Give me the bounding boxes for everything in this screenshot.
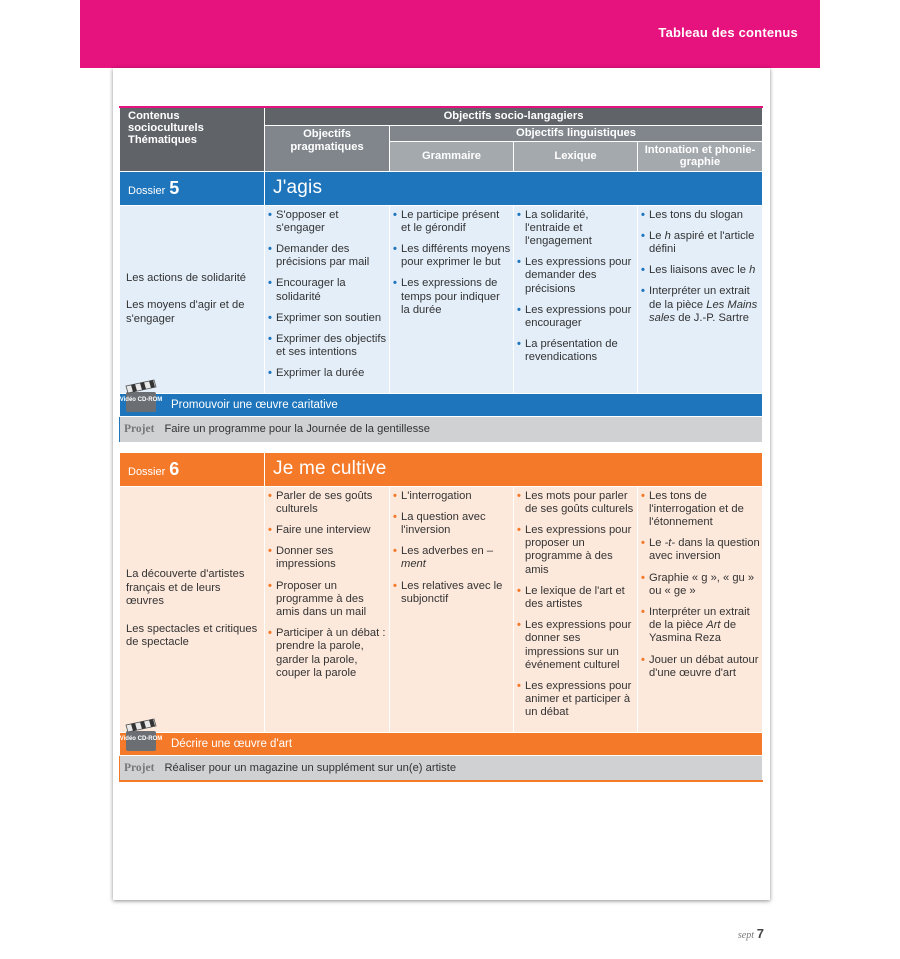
list-item: • Interpréter un extrait de la pièce Art de Yasmina Reza: [641, 606, 760, 646]
list-item: • Encourager la solidarité: [268, 277, 387, 303]
dossier-5-content: [120, 205, 763, 393]
dossier-label: Dossier: [128, 184, 166, 197]
list-item: • Exprimer son soutien: [268, 312, 387, 325]
list-item: • Le -t- dans la question avec inversion: [641, 537, 760, 563]
clapperboard-icon: [119, 378, 163, 414]
list-item: • Les différents moyens pour exprimer le but: [393, 243, 511, 269]
list-item: • Les expressions pour demander des précisions: [517, 256, 635, 296]
list-item: • S'opposer et s'engager: [268, 209, 387, 235]
video-label: Promouvoir une œuvre caritative: [171, 398, 338, 411]
list-item: • Les liaisons avec le h: [641, 264, 760, 277]
theme-item: Les actions de solidarité: [126, 271, 247, 284]
header-lexicon: Lexique: [514, 141, 638, 171]
list-item: • Les relatives avec le subjonctif: [393, 580, 511, 606]
list-item: • Les expressions pour donner ses impressions sur un événement culturel: [517, 619, 635, 672]
page-number-word: sept: [737, 930, 754, 941]
header-themes: Contenus socioculturels Thématiques: [120, 107, 265, 171]
list-item: • Le lexique de l'art et des artistes: [517, 585, 635, 611]
list-item: • Les tons de l'interrogation et de l'étonnement: [641, 490, 760, 530]
list-item: • Le participe présent et le gérondif: [393, 209, 511, 235]
list-item: • La question avec l'inversion: [393, 511, 511, 537]
grammar-cell: [390, 486, 514, 732]
list-item: • Proposer un programme à des amis dans un mail: [268, 580, 387, 620]
list-item: • Les expressions pour encourager: [517, 304, 635, 330]
video-icon-text: Vidéo CD-ROM: [119, 396, 163, 403]
page-header-title: Tableau des contenus: [658, 25, 798, 40]
dossier-number: 5: [169, 177, 180, 198]
intonation-cell: [638, 486, 763, 732]
list-item: • Le h aspiré et l'article défini: [641, 230, 760, 256]
video-row: [120, 732, 763, 755]
intonation-cell: [638, 205, 763, 393]
themes-cell: [120, 205, 265, 393]
projet-text: Faire un programme pour la Journée de la gentillesse: [164, 423, 430, 436]
list-item: • Les tons du slogan: [641, 209, 760, 222]
dossier-6-bar: [120, 452, 763, 486]
pragmatic-cell: [265, 486, 390, 732]
video-icon-text: Vidéo CD-ROM: [119, 735, 163, 742]
list-item: • Donner ses impressions: [268, 545, 387, 571]
projet-text: Réaliser pour un magazine un supplément sur un(e) artiste: [164, 761, 457, 774]
list-item: • La solidarité, l'entraide et l'engagement: [517, 209, 635, 249]
video-row: [120, 393, 763, 416]
list-item: • Graphie « g », « gu » ou « ge »: [641, 572, 760, 598]
pragmatic-cell: [265, 205, 390, 393]
list-item: • Les expressions pour proposer un programme à des amis: [517, 524, 635, 577]
theme-item: Les moyens d'agir et de s'engager: [126, 299, 245, 325]
list-item: • L'interrogation: [393, 490, 511, 503]
list-item: • Demander des précisions par mail: [268, 243, 387, 269]
header-band: [80, 0, 820, 68]
theme-item: La découverte d'artistes français et de leurs œuvres: [126, 568, 245, 608]
dossier-title: Je me cultive: [273, 458, 387, 480]
projet-word: Projet: [124, 423, 155, 436]
header-grammar: Grammaire: [390, 141, 514, 171]
grammar-cell: [390, 205, 514, 393]
list-item: • Participer à un débat : prendre la parole, garder la parole, couper la parole: [268, 627, 387, 680]
video-label: Décrire une œuvre d'art: [171, 737, 293, 750]
list-item: • Parler de ses goûts culturels: [268, 490, 387, 516]
header-pragmatic: Objectifs pragmatiques: [265, 125, 390, 171]
projet-word: Projet: [124, 761, 155, 774]
projet-row: [120, 416, 763, 442]
dossier-label: Dossier: [128, 465, 166, 478]
header-linguistic: Objectifs linguistiques: [390, 125, 763, 141]
list-item: • Les adverbes en –ment: [393, 545, 511, 571]
theme-item: Les spectacles et critiques de spectacle: [126, 622, 258, 649]
dossier-6-content: [120, 486, 763, 732]
header-socio-langagiers: Objectifs socio-langagiers: [265, 107, 763, 125]
dossier-5-bar: [120, 171, 763, 205]
page-number-digit: 7: [756, 926, 764, 941]
themes-cell: [120, 486, 265, 732]
dossier-number: 6: [169, 458, 180, 479]
dossier-title: J'agis: [273, 177, 323, 198]
page-number: [738, 926, 764, 941]
contents-table: [119, 106, 763, 782]
header-intonation: Intonation et phonie-graphie: [638, 141, 763, 171]
list-item: • Les expressions de temps pour indiquer la durée: [393, 277, 511, 317]
list-item: • Jouer un débat autour d'une œuvre d'art: [641, 654, 760, 680]
list-item: • Exprimer des objectifs et ses intentions: [268, 333, 387, 359]
projet-row: [120, 755, 763, 781]
clapperboard-icon: [119, 717, 163, 753]
list-item: • La présentation de revendications: [517, 338, 635, 364]
list-item: • Exprimer la durée: [268, 367, 387, 380]
list-item: • Interpréter un extrait de la pièce Les Mains sales de J.-P. Sartre: [641, 285, 760, 325]
lexicon-cell: [514, 205, 638, 393]
lexicon-cell: [514, 486, 638, 732]
list-item: • Les mots pour parler de ses goûts culturels: [517, 490, 635, 516]
list-item: • Faire une interview: [268, 524, 387, 537]
list-item: • Les expressions pour animer et participer à un débat: [517, 680, 635, 720]
